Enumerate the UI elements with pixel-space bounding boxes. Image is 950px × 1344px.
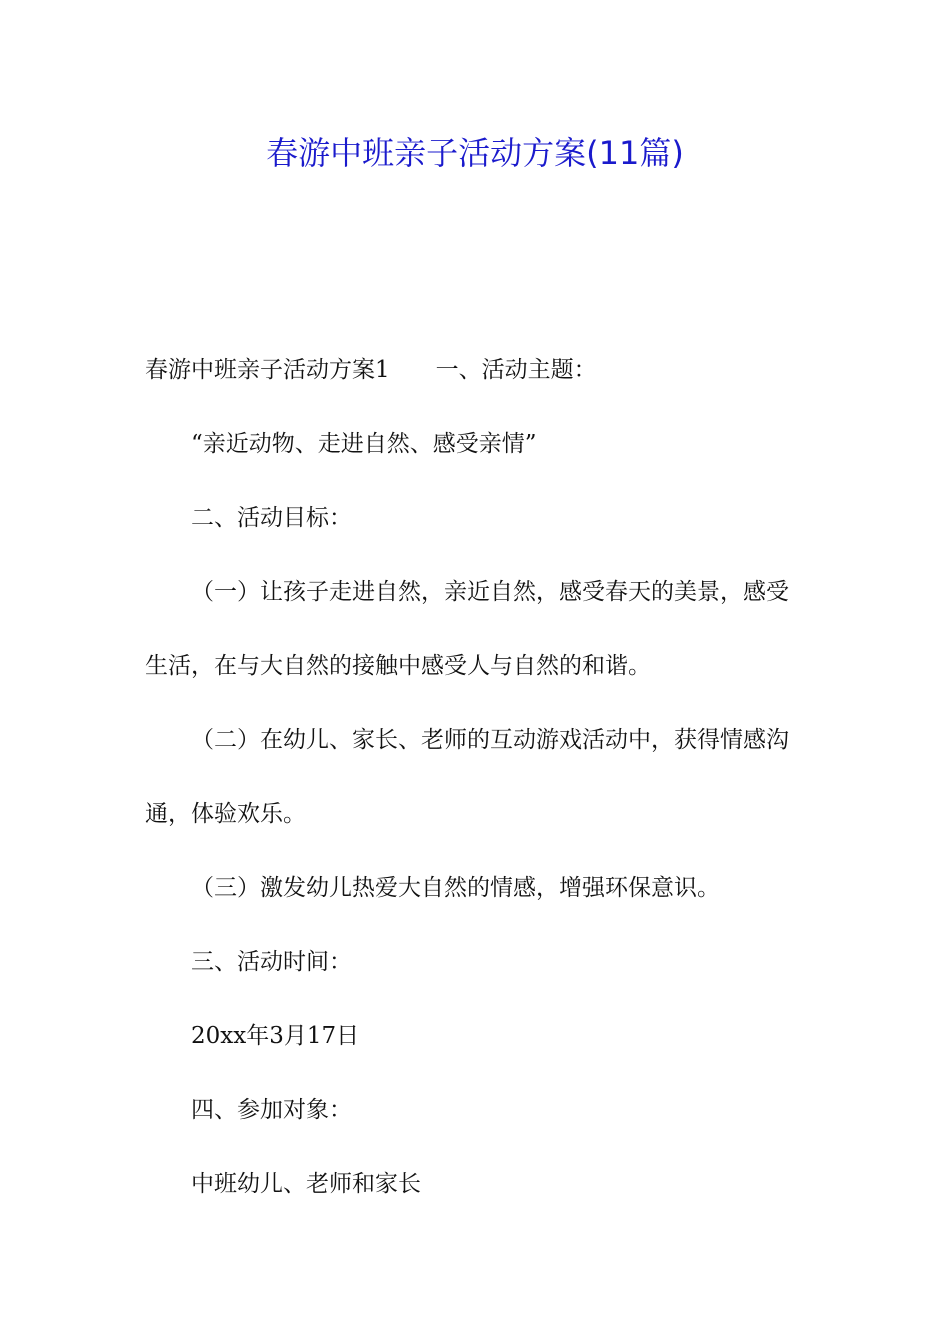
paragraph-date: 20xx年3月17日 [191,1023,360,1049]
section-heading-time: 三、活动时间： [191,949,352,975]
section-heading-goals: 二、活动目标： [191,505,352,531]
paragraph-participants: 中班幼儿、老师和家长 [191,1171,421,1197]
paragraph-goal-1: （一）让孩子走进自然，亲近自然，感受春天的美景，感受生活，在与大自然的接触中感受人与自然的和谐。 [145,579,789,679]
plan-number-label: 春游中班亲子活动方案1 [145,357,390,383]
section-heading-participants: 四、参加对象： [191,1097,352,1123]
document-title: 春游中班亲子活动方案(11篇) [266,134,684,172]
paragraph-theme-slogan: “亲近动物、走进自然、感受亲情” [191,431,537,457]
document-body [145,333,807,1221]
paragraph-plan-title [145,333,807,407]
section-heading-theme: 一、活动主题： [435,357,597,383]
paragraph-goal-3: （三）激发幼儿热爱大自然的情感，增强环保意识。 [191,875,720,901]
paragraph-goal-2: （二）在幼儿、家长、老师的互动游戏活动中，获得情感沟通，体验欢乐。 [145,727,789,827]
